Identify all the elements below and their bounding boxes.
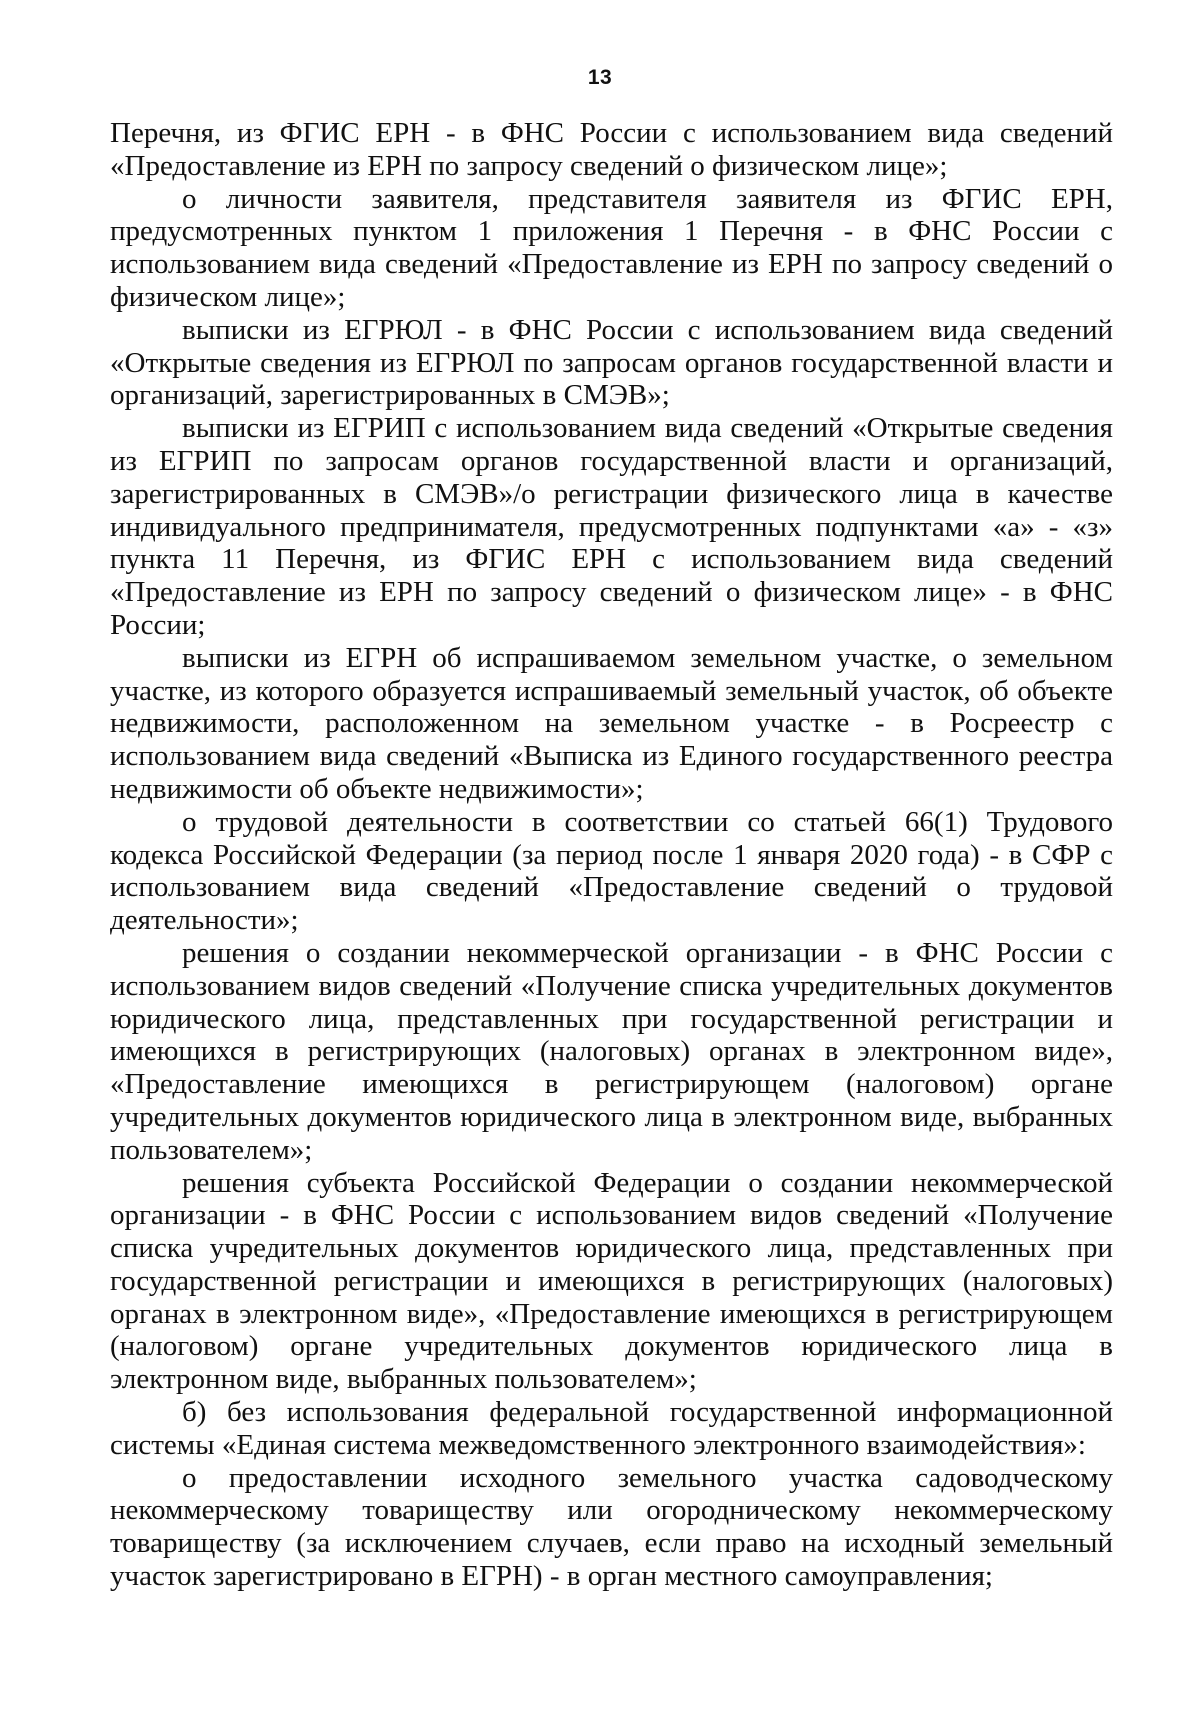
page-number: 13	[587, 66, 613, 89]
paragraph-egrip-extract: выписки из ЕГРИП с использованием вида сведений «Открытые сведения из ЕГРИП по запросам органов государственной власти и организаций, зарегистрированных в СМЭВ»/о регистрации физического лица в качестве индивидуального предпринимателя, предусмотренных подпунктами «а» - «з» пункта 11 Перечня, из ФГИС ЕРН с использованием вида сведений «Предоставление из ЕРН по запросу сведений о физическом лице» - в ФНС России;	[110, 412, 1113, 641]
paragraph-egrul-extract: выписки из ЕГРЮЛ - в ФНС России с использованием вида сведений «Открытые сведения из ЕГРЮЛ по запросам органов государственной власти и организаций, зарегистрированных в СМЭВ»;	[110, 313, 1113, 412]
paragraph-labor-activity: о трудовой деятельности в соответствии со статьей 66(1) Трудового кодекса Российской Федерации (за период после 1 января 2020 года) - в СФР с использованием вида сведений «Предоставление сведений о трудовой деятельности»;	[110, 805, 1113, 937]
paragraph-continuation: Перечня, из ФГИС ЕРН - в ФНС России с использованием вида сведений «Предоставление из ЕРН по запросу сведений о физическом лице»;	[110, 117, 1113, 182]
paragraph-regional-nonprofit-decision: решения субъекта Российской Федерации о создании некоммерческой организации - в ФНС России с использованием видов сведений «Получение списка учредительных документов юридического лица, представленных при государственной регистрации и имеющихся в регистрирующих (налоговых) органах в электронном виде», «Предоставление имеющихся в регистрирующем (налоговом) органе учредительных документов юридического лица в электронном виде, выбранных пользователем»;	[110, 1166, 1113, 1396]
paragraph-applicant-identity: о личности заявителя, представителя заявителя из ФГИС ЕРН, предусмотренных пунктом 1 приложения 1 Перечня - в ФНС России с использованием вида сведений «Предоставление из ЕРН по запросу сведений о физическом лице»;	[110, 182, 1113, 313]
paragraph-land-plot-provision: о предоставлении исходного земельного участка садоводческому некоммерческому товариществу или огородническому некоммерческому товариществу (за исключением случаев, если право на исходный земельный участок зарегистрировано в ЕГРН) - в орган местного самоуправления;	[110, 1461, 1113, 1593]
paragraph-without-smev: б) без использования федеральной государственной информационной системы «Единая система межведомственного электронного взаимодействия»:	[110, 1396, 1113, 1461]
document-body	[110, 117, 1113, 1593]
paragraph-nonprofit-decision: решения о создании некоммерческой организации - в ФНС России с использованием видов сведений «Получение списка учредительных документов юридического лица, представленных при государственной регистрации и имеющихся в регистрирующих (налоговых) органах в электронном виде», «Предоставление имеющихся в регистрирующем (налоговом) органе учредительных документов юридического лица в электронном виде, выбранных пользователем»;	[110, 936, 1113, 1166]
paragraph-egrn-extract: выписки из ЕГРН об испрашиваемом земельном участке, о земельном участке, из которого образуется испрашиваемый земельный участок, об объекте недвижимости, расположенном на земельном участке - в Росреестр с использованием вида сведений «Выписка из Единого государственного реестра недвижимости об объекте недвижимости»;	[110, 641, 1113, 805]
